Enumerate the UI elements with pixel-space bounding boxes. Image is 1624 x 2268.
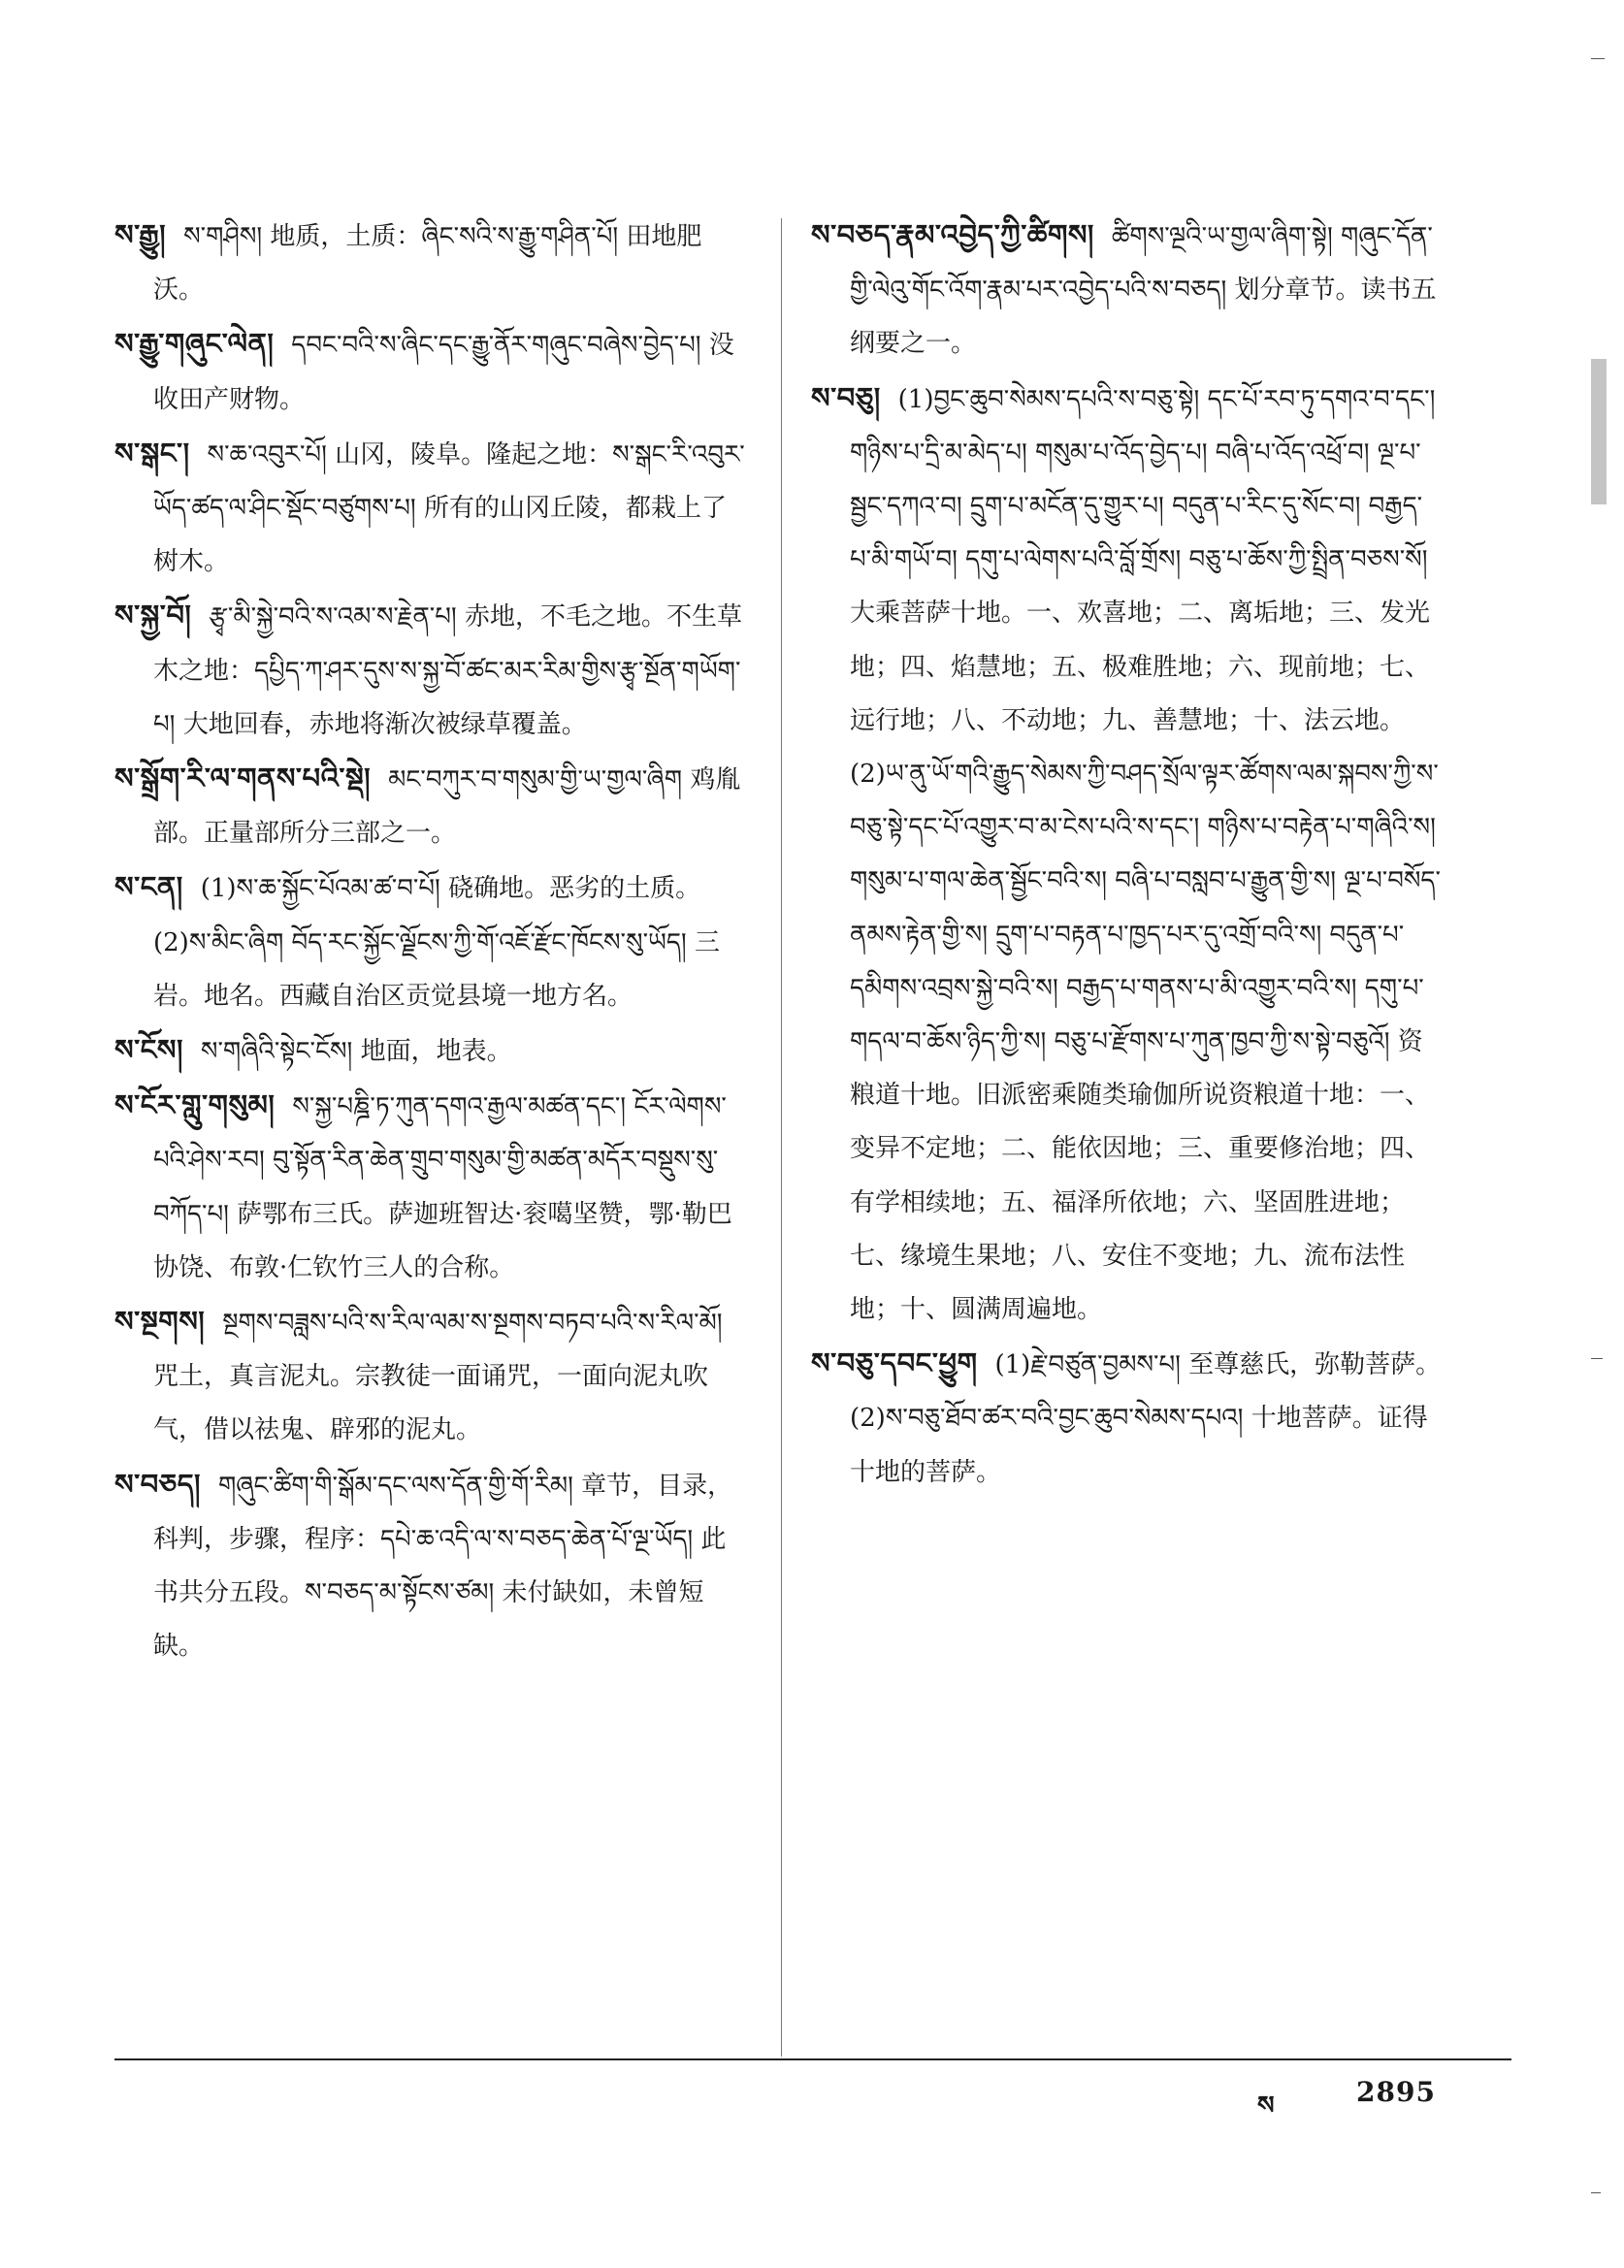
headword: ས་སྒང་།: [114, 436, 190, 470]
headword: ས་བཅད།: [114, 1467, 201, 1501]
entry: [114, 209, 747, 317]
scan-edge-mark: [1591, 359, 1607, 504]
section-letter: ས: [1257, 2091, 1275, 2121]
entry: [114, 1023, 747, 1079]
definition: (1)ས་ཆ་སྐྱོང་པོའམ་ཚ་བ་པོ། 硗确地。恶劣的土质。 (2)ས་མིང་ཞིག བོད་རང་སྐྱོང་ལྗོངས་ཀྱི་གོ་འཇོ་རྫོང་ཁོངས་སུ་ཡོད། 三岩。地名。西藏自治区贡觉县境一地方名。: [153, 874, 720, 1011]
definition: ས་གཞིའི་སྟེང་ངོས། 地面，地表。: [200, 1037, 512, 1067]
headword: ས་བཅད་རྣམ་འབྱེད་ཀྱི་ཚིགས།: [811, 218, 1094, 251]
entry: [811, 1337, 1442, 1500]
definition: (1)རྗེ་བཙུན་བྱམས་པ། 至尊慈氏，弥勒菩萨。(2)ས་བཅུ་ཐོབ་ཚར་བའི་བྱང་ཆུབ་སེམས་དཔའ། 十地菩萨。证得十地的菩萨。: [850, 1350, 1442, 1487]
entry: [114, 317, 747, 426]
entry: [811, 209, 1442, 372]
scan-edge-mark: [1591, 2192, 1601, 2193]
headword: ས་སྒྲོག་རི་ལ་གནས་པའི་སྡེ།: [114, 761, 372, 795]
headword: ས་བཅུ་དབང་ཕྱུག: [811, 1346, 978, 1380]
headword: ས་རྒྱུ་གཞུང་ལེན།: [114, 327, 275, 361]
scan-edge-mark: [1591, 58, 1605, 59]
column-divider: [781, 218, 782, 2057]
entry: [114, 860, 747, 1023]
left-column: [114, 209, 747, 1673]
entry: [114, 1295, 747, 1458]
footer-rule: [114, 2058, 1511, 2060]
entry: [114, 589, 747, 752]
definition: རྩྭ་མི་སྐྱེ་བའི་ས་འམ་ས་རྗེན་པ། 赤地，不毛之地。不生草木之地：དཔྱིད་ཀ་ཤར་དུས་ས་སྐྱ་བོ་ཚང་མར་རིམ་གྱིས་རྩྭ་སྔོན་གཡོག་པ། 大地回春，赤地将渐次被绿草覆盖。: [153, 602, 742, 739]
definition: གཞུང་ཚིག་གི་སྒོམ་དང་ལས་དོན་གྱི་གོ་རིམ། 章节，目录，科判，步骤，程序：དཔེ་ཆ་འདི་ལ་ས་བཅད་ཆེན་པོ་ལྔ་ཡོད། 此书共分五段。ས་བཅད་མ་སྟོངས་ཙམ། 未付缺如，未曾短缺。: [153, 1471, 733, 1662]
scan-edge-mark: [1591, 1358, 1603, 1359]
headword: ས་རྒྱུ།: [114, 218, 167, 251]
definition: (1)བྱང་ཆུབ་སེམས་དཔའི་ས་བཅུ་སྟེ། དང་པོ་རབ་ཏུ་དགའ་བ་དང་། གཉིས་པ་དྲི་མ་མེད་པ། གསུམ་པ་འོད་བྱེད་པ། བཞི་པ་འོད་འཕྲོ་བ། ལྔ་པ་སྦྱང་དཀའ་བ། དྲུག་པ་མངོན་དུ་གྱུར་པ། བདུན་པ་རིང་དུ་སོང་བ། བརྒྱད་པ་མི་གཡོ་བ། དགུ་པ་ལེགས་པའི་བློ་གྲོས། བཅུ་པ་ཆོས་ཀྱི་སྤྲིན་བཅས་སོ། 大乘菩萨十地。一、欢喜地；二、离垢地；三、发光地；四、焰慧地；五、极难胜地；六、现前地；七、远行地；八、不动地；九、善慧地；十、法云地。(2)ཡ་ནུ་ཡོ་གའི་རྒྱུད་སེམས་ཀྱི་བཤད་སྲོལ་ལྟར་ཚོགས་ལམ་སྐབས་ཀྱི་ས་བཅུ་སྟེ་དང་པོ་འགྱུར་བ་མ་ངེས་པའི་ས་དང་། གཉིས་པ་བརྟེན་པ་གཞིའི་ས། གསུམ་པ་གལ་ཆེན་སྦྱོང་བའི་ས། བཞི་པ་བསླབ་པ་རྒྱུན་གྱི་ས། ལྔ་པ་བསོད་ནམས་རྟེན་གྱི་ས། དྲུག་པ་བརྟན་པ་ཁྱད་པར་དུ་འགྲོ་བའི་ས། བདུན་པ་དམིགས་འབྲས་སྐྱེ་བའི་ས། བརྒྱད་པ་གནས་པ་མི་འགྱུར་བའི་ས། དགུ་པ་གདལ་བ་ཆོས་ཉིད་ཀྱི་ས། བཅུ་པ་རྫོགས་པ་ཀུན་ཁྱབ་ཀྱི་ས་སྟེ་བཅུའོ། 资粮道十地。旧派密乘随类瑜伽所说资粮道十地：一、变异不定地；二、能依因地；三、重要修治地；四、有学相续地；五、福泽所依地；六、坚固胜进地；七、缘境生果地；八、安住不变地；九、流布法性地；十、圆满周遍地。: [850, 384, 1441, 1325]
definition: ས་ཆ་འབུར་པོ། 山冈，陵阜。隆起之地：ས་སྒང་རི་འབུར་ཡོད་ཚད་ལ་ཤིང་སྡོང་བཙུགས་པ། 所有的山冈丘陵，都栽上了树木。: [153, 439, 745, 577]
right-column: [811, 209, 1442, 1500]
entry: [114, 1458, 747, 1674]
headword: ས་སྐྱ་བོ།: [114, 599, 192, 632]
definition: མང་བཀུར་བ་གསུམ་གྱི་ཡ་གྱལ་ཞིག 鸡胤部。正量部所分三部之一。: [153, 765, 741, 849]
entry: [114, 752, 747, 860]
entry: [114, 427, 747, 590]
page-number: 2895: [1356, 2076, 1436, 2108]
definition: དབང་བའི་ས་ཞིང་དང་རྒྱུ་ནོར་གཞུང་བཞེས་བྱེད་པ། 没收田产财物。: [153, 331, 734, 414]
headword: ས་ངོར་གླུ་གསུམ།: [114, 1088, 276, 1122]
headword: ས་བཅུ།: [811, 380, 881, 414]
definition: ས་སྐྱ་པཎྜི་ཏ་ཀུན་དགའ་རྒྱལ་མཚན་དང་། ངོར་ལེགས་པའི་ཤེས་རབ། བུ་སྟོན་རིན་ཆེན་གྲུབ་གསུམ་གྱི་མཚན་མདོར་བསྡུས་སུ་བཀོད་པ། 萨鄂布三氏。萨迦班智达·衮噶坚赞，鄂·勒巴协饶、布敦·仁钦竹三人的合称。: [153, 1092, 732, 1282]
headword: ས་ངོས།: [114, 1033, 183, 1067]
entry: [811, 372, 1442, 1338]
entry: [114, 1079, 747, 1295]
headword: ས་ངན།: [114, 870, 183, 904]
definition: སྔགས་བཟླས་པའི་ས་རིལ་ལམ་ས་སྔགས་བཏབ་པའི་ས་རིལ་མོ། 咒土，真言泥丸。宗教徒一面诵咒，一面向泥丸吹气，借以祛鬼、辟邪的泥丸。: [153, 1309, 723, 1445]
definition: ཚིགས་ལྔའི་ཡ་གྱལ་ཞིག་སྟེ། གཞུང་དོན་གྱི་ལེའུ་གོང་འོག་རྣམ་པར་འབྱེད་པའི་ས་བཅད། 划分章节。读书五纲要之一。: [850, 222, 1437, 359]
headword: ས་སྔགས།: [114, 1305, 206, 1339]
definition: ས་གཤིས། 地质，土质：ཞིང་སའི་ས་རྒྱུ་གཤིན་པོ། 田地肥沃。: [153, 222, 702, 306]
